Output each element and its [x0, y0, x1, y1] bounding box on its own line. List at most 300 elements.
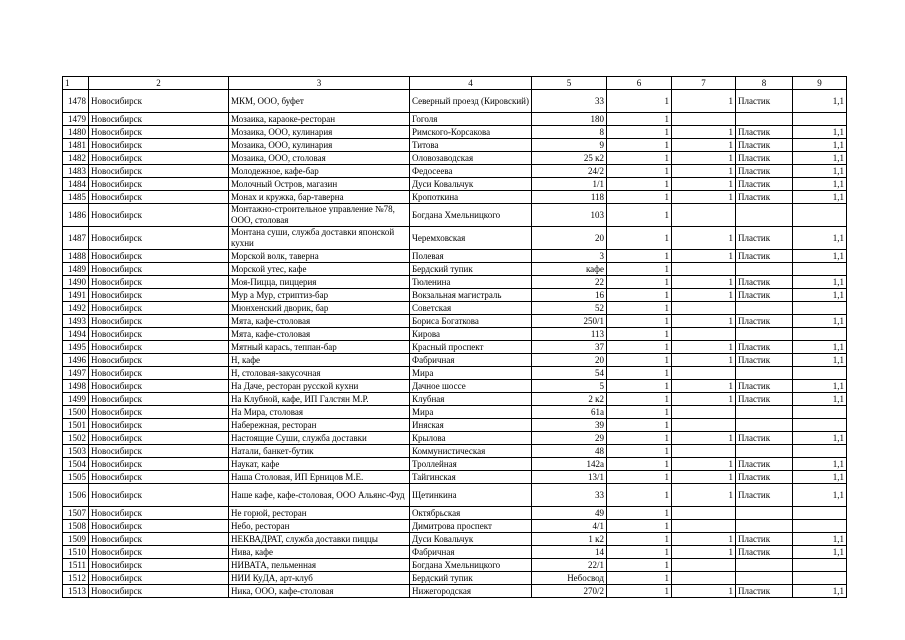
city-cell: Новосибирск — [89, 302, 229, 315]
table-row — [63, 90, 847, 113]
col6-value-cell: 1 — [607, 354, 672, 367]
table-row — [63, 204, 847, 227]
row-number-cell: 1502 — [63, 432, 89, 445]
establishment-cell: Морской волк, таверна — [229, 250, 410, 263]
table-row — [63, 520, 847, 533]
row-number-cell: 1483 — [63, 165, 89, 178]
col6-value-cell: 1 — [607, 126, 672, 139]
establishment-cell: Мур а Мур, стриптиз-бар — [229, 289, 410, 302]
col7-value-cell: 1 — [672, 289, 736, 302]
material-cell — [736, 204, 793, 227]
col7-value-cell: 1 — [672, 191, 736, 204]
col7-value-cell: 1 — [672, 354, 736, 367]
house-cell: 1/1 — [532, 178, 607, 191]
col6-value-cell: 1 — [607, 432, 672, 445]
row-number-cell: 1505 — [63, 471, 89, 484]
col9-value-cell: 1,1 — [793, 178, 847, 191]
table-row — [63, 139, 847, 152]
table-row — [63, 471, 847, 484]
col7-value-cell — [672, 367, 736, 380]
city-cell: Новосибирск — [89, 341, 229, 354]
city-cell: Новосибирск — [89, 533, 229, 546]
city-cell: Новосибирск — [89, 559, 229, 572]
col7-value-cell: 1 — [672, 458, 736, 471]
establishment-cell: Мята, кафе-столовая — [229, 315, 410, 328]
table-row — [63, 458, 847, 471]
city-cell: Новосибирск — [89, 520, 229, 533]
establishment-cell: НИВАТА, пельменная — [229, 559, 410, 572]
material-cell — [736, 419, 793, 432]
row-number-cell: 1481 — [63, 139, 89, 152]
house-cell: 22 — [532, 276, 607, 289]
street-cell: Клубная — [410, 393, 532, 406]
street-cell: Римского-Корсакова — [410, 126, 532, 139]
house-cell: 142а — [532, 458, 607, 471]
street-cell: Советская — [410, 302, 532, 315]
material-cell: Пластик — [736, 585, 793, 598]
col9-value-cell: 1,1 — [793, 250, 847, 263]
house-cell: 250/1 — [532, 315, 607, 328]
column-header-9: 9 — [793, 77, 847, 90]
table-row — [63, 445, 847, 458]
col6-value-cell: 1 — [607, 458, 672, 471]
city-cell: Новосибирск — [89, 445, 229, 458]
col7-value-cell — [672, 507, 736, 520]
material-cell: Пластик — [736, 191, 793, 204]
house-cell: 3 — [532, 250, 607, 263]
col9-value-cell: 1,1 — [793, 393, 847, 406]
establishment-cell: Мята, кафе-столовая — [229, 328, 410, 341]
establishment-cell: Не горюй, ресторан — [229, 507, 410, 520]
street-cell: Фабричная — [410, 354, 532, 367]
row-number-cell: 1494 — [63, 328, 89, 341]
col9-value-cell: 1,1 — [793, 533, 847, 546]
col7-value-cell: 1 — [672, 276, 736, 289]
street-cell: Дуси Ковальчук — [410, 533, 532, 546]
col7-value-cell: 1 — [672, 432, 736, 445]
col9-value-cell — [793, 520, 847, 533]
col9-value-cell: 1,1 — [793, 432, 847, 445]
col7-value-cell: 1 — [672, 90, 736, 113]
col7-value-cell — [672, 204, 736, 227]
row-number-cell: 1488 — [63, 250, 89, 263]
city-cell: Новосибирск — [89, 406, 229, 419]
col6-value-cell: 1 — [607, 380, 672, 393]
header-row — [63, 77, 847, 90]
establishment-cell: Набережная, ресторан — [229, 419, 410, 432]
col6-value-cell: 1 — [607, 204, 672, 227]
col9-value-cell — [793, 204, 847, 227]
row-number-cell: 1499 — [63, 393, 89, 406]
material-cell — [736, 520, 793, 533]
house-cell: 270/2 — [532, 585, 607, 598]
material-cell — [736, 328, 793, 341]
col6-value-cell: 1 — [607, 328, 672, 341]
city-cell: Новосибирск — [89, 458, 229, 471]
col6-value-cell: 1 — [607, 585, 672, 598]
material-cell: Пластик — [736, 178, 793, 191]
col9-value-cell: 1,1 — [793, 139, 847, 152]
material-cell: Пластик — [736, 458, 793, 471]
col7-value-cell — [672, 520, 736, 533]
street-cell: Бердский тупик — [410, 263, 532, 276]
establishment-cell: Молодежное, кафе-бар — [229, 165, 410, 178]
street-cell: Коммунистическая — [410, 445, 532, 458]
row-number-cell: 1501 — [63, 419, 89, 432]
city-cell: Новосибирск — [89, 250, 229, 263]
col7-value-cell: 1 — [672, 126, 736, 139]
city-cell: Новосибирск — [89, 315, 229, 328]
row-number-cell: 1497 — [63, 367, 89, 380]
col7-value-cell: 1 — [672, 380, 736, 393]
col6-value-cell: 1 — [607, 559, 672, 572]
house-cell: 113 — [532, 328, 607, 341]
col9-value-cell: 1,1 — [793, 315, 847, 328]
col7-value-cell: 1 — [672, 139, 736, 152]
col6-value-cell: 1 — [607, 315, 672, 328]
row-number-cell: 1506 — [63, 484, 89, 507]
table-row — [63, 315, 847, 328]
house-cell: 52 — [532, 302, 607, 315]
material-cell: Пластик — [736, 315, 793, 328]
col7-value-cell: 1 — [672, 533, 736, 546]
col9-value-cell — [793, 113, 847, 126]
col7-value-cell — [672, 302, 736, 315]
col6-value-cell: 1 — [607, 289, 672, 302]
column-header-4: 4 — [410, 77, 532, 90]
col9-value-cell: 1,1 — [793, 90, 847, 113]
house-cell: 4/1 — [532, 520, 607, 533]
row-number-cell: 1504 — [63, 458, 89, 471]
house-cell: 39 — [532, 419, 607, 432]
col7-value-cell — [672, 559, 736, 572]
table-row — [63, 276, 847, 289]
col7-value-cell: 1 — [672, 585, 736, 598]
city-cell: Новосибирск — [89, 263, 229, 276]
house-cell: 2 к2 — [532, 393, 607, 406]
col9-value-cell: 1,1 — [793, 484, 847, 507]
row-number-cell: 1482 — [63, 152, 89, 165]
house-cell: кафе — [532, 263, 607, 276]
col6-value-cell: 1 — [607, 520, 672, 533]
house-cell: 33 — [532, 90, 607, 113]
street-cell: Щетинкина — [410, 484, 532, 507]
table-row — [63, 191, 847, 204]
col7-value-cell: 1 — [672, 471, 736, 484]
table-row — [63, 585, 847, 598]
street-cell: Федосеева — [410, 165, 532, 178]
col6-value-cell: 1 — [607, 90, 672, 113]
house-cell: 16 — [532, 289, 607, 302]
row-number-cell: 1511 — [63, 559, 89, 572]
col9-value-cell: 1,1 — [793, 289, 847, 302]
material-cell: Пластик — [736, 471, 793, 484]
city-cell: Новосибирск — [89, 113, 229, 126]
col6-value-cell: 1 — [607, 139, 672, 152]
column-header-8: 8 — [736, 77, 793, 90]
establishment-cell: Нива, кафе — [229, 546, 410, 559]
street-cell: Кропоткина — [410, 191, 532, 204]
establishment-cell: Молочный Остров, магазин — [229, 178, 410, 191]
col9-value-cell — [793, 367, 847, 380]
house-cell: 22/1 — [532, 559, 607, 572]
house-cell: 8 — [532, 126, 607, 139]
col7-value-cell — [672, 445, 736, 458]
street-cell: Титова — [410, 139, 532, 152]
material-cell: Пластик — [736, 533, 793, 546]
table-row — [63, 354, 847, 367]
street-cell: Крылова — [410, 432, 532, 445]
col7-value-cell: 1 — [672, 393, 736, 406]
material-cell: Пластик — [736, 484, 793, 507]
city-cell: Новосибирск — [89, 289, 229, 302]
city-cell: Новосибирск — [89, 393, 229, 406]
col9-value-cell: 1,1 — [793, 471, 847, 484]
col7-value-cell — [672, 419, 736, 432]
col9-value-cell — [793, 507, 847, 520]
col7-value-cell — [672, 113, 736, 126]
house-cell: 118 — [532, 191, 607, 204]
establishment-cell: Ника, ООО, кафе-столовая — [229, 585, 410, 598]
col6-value-cell: 1 — [607, 484, 672, 507]
material-cell — [736, 572, 793, 585]
material-cell — [736, 559, 793, 572]
establishment-cell: Наукат, кафе — [229, 458, 410, 471]
city-cell: Новосибирск — [89, 367, 229, 380]
city-cell: Новосибирск — [89, 126, 229, 139]
establishment-cell: Моя-Пицца, пиццерия — [229, 276, 410, 289]
establishment-cell: Н, кафе — [229, 354, 410, 367]
city-cell: Новосибирск — [89, 152, 229, 165]
col7-value-cell: 1 — [672, 178, 736, 191]
street-cell: Красный проспект — [410, 341, 532, 354]
street-cell: Тайгинская — [410, 471, 532, 484]
col6-value-cell: 1 — [607, 165, 672, 178]
col7-value-cell — [672, 572, 736, 585]
street-cell: Фабричная — [410, 546, 532, 559]
establishment-cell: Натали, банкет-бутик — [229, 445, 410, 458]
table-row — [63, 484, 847, 507]
column-header-1: 1 — [63, 77, 89, 90]
col9-value-cell — [793, 302, 847, 315]
col6-value-cell: 1 — [607, 227, 672, 250]
establishment-cell: Мюнхенский дворик, бар — [229, 302, 410, 315]
table-row — [63, 507, 847, 520]
col6-value-cell: 1 — [607, 178, 672, 191]
material-cell: Пластик — [736, 227, 793, 250]
city-cell: Новосибирск — [89, 178, 229, 191]
street-cell: Дуси Ковальчук — [410, 178, 532, 191]
street-cell: Троллейная — [410, 458, 532, 471]
table-row — [63, 533, 847, 546]
street-cell: Мира — [410, 406, 532, 419]
table-row — [63, 302, 847, 315]
street-cell: Тюленина — [410, 276, 532, 289]
row-number-cell: 1503 — [63, 445, 89, 458]
street-cell: Бориса Богаткова — [410, 315, 532, 328]
col9-value-cell — [793, 572, 847, 585]
row-number-cell: 1500 — [63, 406, 89, 419]
col6-value-cell: 1 — [607, 445, 672, 458]
row-number-cell: 1498 — [63, 380, 89, 393]
house-cell: 33 — [532, 484, 607, 507]
establishment-cell: На Клубной, кафе, ИП Галстян М.Р. — [229, 393, 410, 406]
row-number-cell: 1496 — [63, 354, 89, 367]
row-number-cell: 1493 — [63, 315, 89, 328]
city-cell: Новосибирск — [89, 354, 229, 367]
col6-value-cell: 1 — [607, 419, 672, 432]
street-cell: Богдана Хмельницкого — [410, 559, 532, 572]
city-cell: Новосибирск — [89, 546, 229, 559]
row-number-cell: 1492 — [63, 302, 89, 315]
establishment-cell: Мозаика, ООО, кулинария — [229, 139, 410, 152]
col9-value-cell: 1,1 — [793, 152, 847, 165]
establishment-cell: На Даче, ресторан русской кухни — [229, 380, 410, 393]
table-row — [63, 572, 847, 585]
row-number-cell: 1512 — [63, 572, 89, 585]
establishment-cell: Наше кафе, кафе-столовая, ООО Альянс-Фуд — [229, 484, 410, 507]
table-row — [63, 152, 847, 165]
row-number-cell: 1491 — [63, 289, 89, 302]
house-cell: 61а — [532, 406, 607, 419]
city-cell: Новосибирск — [89, 572, 229, 585]
street-cell: Оловозаводская — [410, 152, 532, 165]
col9-value-cell: 1,1 — [793, 276, 847, 289]
material-cell: Пластик — [736, 165, 793, 178]
street-cell: Вокзальная магистраль — [410, 289, 532, 302]
col9-value-cell: 1,1 — [793, 227, 847, 250]
material-cell: Пластик — [736, 152, 793, 165]
street-cell: Иняская — [410, 419, 532, 432]
col9-value-cell: 1,1 — [793, 165, 847, 178]
row-number-cell: 1485 — [63, 191, 89, 204]
establishment-cell: НЕКВАДРАТ, служба доставки пиццы — [229, 533, 410, 546]
row-number-cell: 1507 — [63, 507, 89, 520]
row-number-cell: 1479 — [63, 113, 89, 126]
city-cell: Новосибирск — [89, 471, 229, 484]
col9-value-cell: 1,1 — [793, 458, 847, 471]
material-cell: Пластик — [736, 289, 793, 302]
col6-value-cell: 1 — [607, 471, 672, 484]
col6-value-cell: 1 — [607, 341, 672, 354]
city-cell: Новосибирск — [89, 432, 229, 445]
material-cell — [736, 507, 793, 520]
row-number-cell: 1484 — [63, 178, 89, 191]
establishment-cell: Мятный карась, теппан-бар — [229, 341, 410, 354]
establishment-cell: Монах и кружка, бар-таверна — [229, 191, 410, 204]
material-cell: Пластик — [736, 354, 793, 367]
col6-value-cell: 1 — [607, 393, 672, 406]
street-cell: Нижегородская — [410, 585, 532, 598]
row-number-cell: 1490 — [63, 276, 89, 289]
col7-value-cell: 1 — [672, 546, 736, 559]
column-header-6: 6 — [607, 77, 672, 90]
column-header-5: 5 — [532, 77, 607, 90]
house-cell: 29 — [532, 432, 607, 445]
col7-value-cell: 1 — [672, 341, 736, 354]
material-cell — [736, 367, 793, 380]
col6-value-cell: 1 — [607, 572, 672, 585]
city-cell: Новосибирск — [89, 419, 229, 432]
city-cell: Новосибирск — [89, 484, 229, 507]
table-row — [63, 559, 847, 572]
col9-value-cell: 1,1 — [793, 546, 847, 559]
house-cell: 25 к2 — [532, 152, 607, 165]
material-cell: Пластик — [736, 341, 793, 354]
city-cell: Новосибирск — [89, 90, 229, 113]
table-row — [63, 367, 847, 380]
table-row — [63, 227, 847, 250]
data-table — [62, 76, 847, 598]
table-row — [63, 126, 847, 139]
establishment-cell: Мозаика, ООО, кулинария — [229, 126, 410, 139]
house-cell: 20 — [532, 354, 607, 367]
table-row — [63, 341, 847, 354]
street-cell: Северный проезд (Кировский) — [410, 90, 532, 113]
house-cell: 37 — [532, 341, 607, 354]
city-cell: Новосибирск — [89, 139, 229, 152]
material-cell: Пластик — [736, 276, 793, 289]
row-number-cell: 1489 — [63, 263, 89, 276]
row-number-cell: 1478 — [63, 90, 89, 113]
table-row — [63, 178, 847, 191]
house-cell: 24/2 — [532, 165, 607, 178]
col7-value-cell — [672, 263, 736, 276]
house-cell: 103 — [532, 204, 607, 227]
col9-value-cell: 1,1 — [793, 585, 847, 598]
house-cell: 49 — [532, 507, 607, 520]
column-header-2: 2 — [89, 77, 229, 90]
table-row — [63, 393, 847, 406]
table-row — [63, 328, 847, 341]
material-cell — [736, 263, 793, 276]
city-cell: Новосибирск — [89, 227, 229, 250]
establishment-cell: Настоящие Суши, служба доставки — [229, 432, 410, 445]
establishment-cell: Монтажно-строительное управление №78, ООО, столовая — [229, 204, 410, 227]
table-row — [63, 432, 847, 445]
establishment-cell: Наша Столовая, ИП Ерницов М.Е. — [229, 471, 410, 484]
col9-value-cell: 1,1 — [793, 354, 847, 367]
city-cell: Новосибирск — [89, 507, 229, 520]
col7-value-cell: 1 — [672, 165, 736, 178]
col6-value-cell: 1 — [607, 546, 672, 559]
city-cell: Новосибирск — [89, 165, 229, 178]
col9-value-cell: 1,1 — [793, 191, 847, 204]
material-cell — [736, 302, 793, 315]
city-cell: Новосибирск — [89, 191, 229, 204]
col6-value-cell: 1 — [607, 250, 672, 263]
house-cell: 1 к2 — [532, 533, 607, 546]
table-row — [63, 419, 847, 432]
city-cell: Новосибирск — [89, 328, 229, 341]
house-cell: 20 — [532, 227, 607, 250]
col9-value-cell: 1,1 — [793, 380, 847, 393]
table-row — [63, 289, 847, 302]
street-cell: Гоголя — [410, 113, 532, 126]
row-number-cell: 1495 — [63, 341, 89, 354]
col6-value-cell: 1 — [607, 191, 672, 204]
col9-value-cell — [793, 559, 847, 572]
table-row — [63, 546, 847, 559]
table-row — [63, 165, 847, 178]
material-cell: Пластик — [736, 432, 793, 445]
col7-value-cell: 1 — [672, 152, 736, 165]
col7-value-cell: 1 — [672, 484, 736, 507]
table-row — [63, 406, 847, 419]
street-cell: Мира — [410, 367, 532, 380]
establishment-cell: Монтана суши, служба доставки японской кухни — [229, 227, 410, 250]
column-header-7: 7 — [672, 77, 736, 90]
